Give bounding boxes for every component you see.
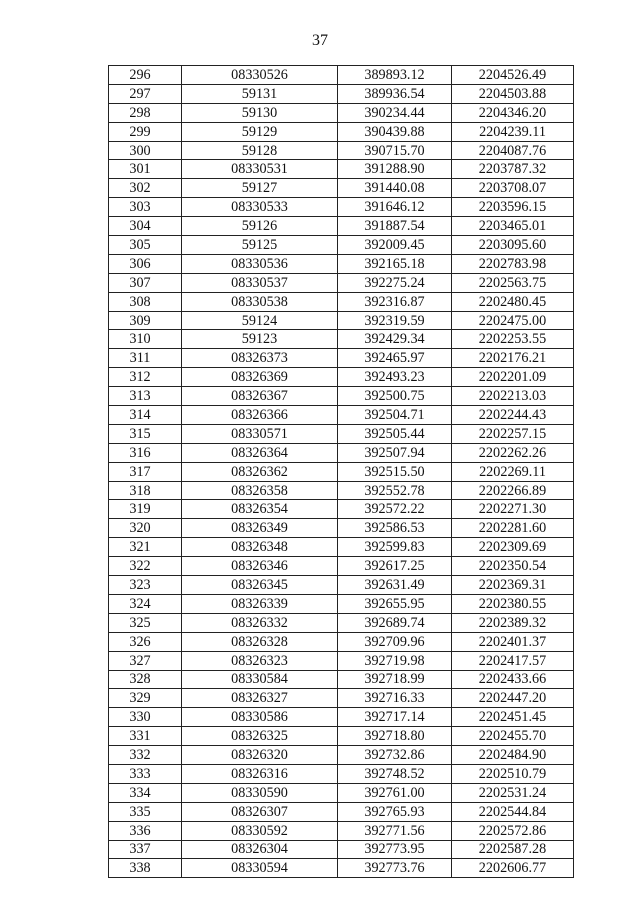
y-coordinate-cell: 2202484.90 — [452, 746, 574, 765]
point-id-cell: 08326320 — [182, 746, 338, 765]
x-coordinate-cell: 392617.25 — [338, 557, 452, 576]
point-id-cell: 08326369 — [182, 368, 338, 387]
point-number-cell: 330 — [109, 708, 182, 727]
point-number-cell: 315 — [109, 424, 182, 443]
x-coordinate-cell: 392716.33 — [338, 689, 452, 708]
point-number-cell: 325 — [109, 613, 182, 632]
y-coordinate-cell: 2203095.60 — [452, 236, 574, 255]
table-row — [109, 557, 574, 576]
table-row — [109, 632, 574, 651]
y-coordinate-cell: 2202451.45 — [452, 708, 574, 727]
point-id-cell: 08330592 — [182, 821, 338, 840]
x-coordinate-cell: 392429.34 — [338, 330, 452, 349]
point-number-cell: 316 — [109, 443, 182, 462]
table-row — [109, 424, 574, 443]
point-id-cell: 59131 — [182, 84, 338, 103]
table-row — [109, 443, 574, 462]
point-number-cell: 334 — [109, 783, 182, 802]
point-number-cell: 307 — [109, 273, 182, 292]
table-row — [109, 519, 574, 538]
x-coordinate-cell: 389936.54 — [338, 84, 452, 103]
table-row — [109, 802, 574, 821]
point-id-cell: 08326366 — [182, 406, 338, 425]
y-coordinate-cell: 2202417.57 — [452, 651, 574, 670]
x-coordinate-cell: 392599.83 — [338, 538, 452, 557]
point-number-cell: 323 — [109, 576, 182, 595]
point-number-cell: 297 — [109, 84, 182, 103]
point-id-cell: 08330594 — [182, 859, 338, 878]
point-number-cell: 301 — [109, 160, 182, 179]
x-coordinate-cell: 392507.94 — [338, 443, 452, 462]
table-row — [109, 198, 574, 217]
point-id-cell: 08326339 — [182, 594, 338, 613]
y-coordinate-cell: 2202455.70 — [452, 727, 574, 746]
x-coordinate-cell: 392773.95 — [338, 840, 452, 859]
x-coordinate-cell: 391887.54 — [338, 217, 452, 236]
point-number-cell: 319 — [109, 500, 182, 519]
x-coordinate-cell: 390715.70 — [338, 141, 452, 160]
point-id-cell: 08326316 — [182, 764, 338, 783]
point-id-cell: 08326364 — [182, 443, 338, 462]
x-coordinate-cell: 392761.00 — [338, 783, 452, 802]
point-number-cell: 320 — [109, 519, 182, 538]
table-row — [109, 311, 574, 330]
y-coordinate-cell: 2202309.69 — [452, 538, 574, 557]
point-number-cell: 335 — [109, 802, 182, 821]
table-row — [109, 727, 574, 746]
y-coordinate-cell: 2202281.60 — [452, 519, 574, 538]
point-id-cell: 08326354 — [182, 500, 338, 519]
y-coordinate-cell: 2204526.49 — [452, 66, 574, 85]
table-row — [109, 141, 574, 160]
y-coordinate-cell: 2202480.45 — [452, 292, 574, 311]
point-number-cell: 327 — [109, 651, 182, 670]
y-coordinate-cell: 2202606.77 — [452, 859, 574, 878]
table-row — [109, 217, 574, 236]
x-coordinate-cell: 392689.74 — [338, 613, 452, 632]
x-coordinate-cell: 392319.59 — [338, 311, 452, 330]
y-coordinate-cell: 2202244.43 — [452, 406, 574, 425]
y-coordinate-cell: 2204087.76 — [452, 141, 574, 160]
point-id-cell: 08326373 — [182, 349, 338, 368]
table-row — [109, 292, 574, 311]
point-id-cell: 59130 — [182, 103, 338, 122]
y-coordinate-cell: 2202447.20 — [452, 689, 574, 708]
table-row — [109, 179, 574, 198]
y-coordinate-cell: 2202783.98 — [452, 254, 574, 273]
point-number-cell: 296 — [109, 66, 182, 85]
y-coordinate-cell: 2202369.31 — [452, 576, 574, 595]
point-id-cell: 08330584 — [182, 670, 338, 689]
y-coordinate-cell: 2202262.26 — [452, 443, 574, 462]
y-coordinate-cell: 2203596.15 — [452, 198, 574, 217]
table-row — [109, 538, 574, 557]
point-id-cell: 59123 — [182, 330, 338, 349]
point-id-cell: 08330538 — [182, 292, 338, 311]
table-row — [109, 103, 574, 122]
x-coordinate-cell: 392631.49 — [338, 576, 452, 595]
y-coordinate-cell: 2202380.55 — [452, 594, 574, 613]
point-number-cell: 300 — [109, 141, 182, 160]
point-number-cell: 306 — [109, 254, 182, 273]
point-id-cell: 08326307 — [182, 802, 338, 821]
table-row — [109, 236, 574, 255]
x-coordinate-cell: 392275.24 — [338, 273, 452, 292]
point-id-cell: 59125 — [182, 236, 338, 255]
point-number-cell: 305 — [109, 236, 182, 255]
point-number-cell: 331 — [109, 727, 182, 746]
y-coordinate-cell: 2202389.32 — [452, 613, 574, 632]
table-row — [109, 500, 574, 519]
table-row — [109, 122, 574, 141]
point-id-cell: 08330536 — [182, 254, 338, 273]
y-coordinate-cell: 2202572.86 — [452, 821, 574, 840]
y-coordinate-cell: 2202271.30 — [452, 500, 574, 519]
point-number-cell: 337 — [109, 840, 182, 859]
x-coordinate-cell: 391646.12 — [338, 198, 452, 217]
point-number-cell: 336 — [109, 821, 182, 840]
table-row — [109, 859, 574, 878]
point-number-cell: 324 — [109, 594, 182, 613]
y-coordinate-cell: 2202433.66 — [452, 670, 574, 689]
x-coordinate-cell: 390439.88 — [338, 122, 452, 141]
point-number-cell: 326 — [109, 632, 182, 651]
point-number-cell: 310 — [109, 330, 182, 349]
point-id-cell: 08330537 — [182, 273, 338, 292]
coordinates-table — [108, 65, 574, 878]
point-number-cell: 308 — [109, 292, 182, 311]
x-coordinate-cell: 392009.45 — [338, 236, 452, 255]
point-id-cell: 08330590 — [182, 783, 338, 802]
point-id-cell: 08330571 — [182, 424, 338, 443]
x-coordinate-cell: 389893.12 — [338, 66, 452, 85]
y-coordinate-cell: 2202253.55 — [452, 330, 574, 349]
x-coordinate-cell: 391288.90 — [338, 160, 452, 179]
y-coordinate-cell: 2202563.75 — [452, 273, 574, 292]
point-id-cell: 08326323 — [182, 651, 338, 670]
point-number-cell: 309 — [109, 311, 182, 330]
point-id-cell: 08326346 — [182, 557, 338, 576]
x-coordinate-cell: 392493.23 — [338, 368, 452, 387]
point-id-cell: 59129 — [182, 122, 338, 141]
table-row — [109, 368, 574, 387]
x-coordinate-cell: 392771.56 — [338, 821, 452, 840]
point-number-cell: 303 — [109, 198, 182, 217]
x-coordinate-cell: 392717.14 — [338, 708, 452, 727]
y-coordinate-cell: 2202401.37 — [452, 632, 574, 651]
table-row — [109, 651, 574, 670]
table-row — [109, 764, 574, 783]
table-row — [109, 462, 574, 481]
point-id-cell: 08326358 — [182, 481, 338, 500]
table-row — [109, 349, 574, 368]
point-number-cell: 299 — [109, 122, 182, 141]
table-row — [109, 406, 574, 425]
table-row — [109, 160, 574, 179]
y-coordinate-cell: 2204346.20 — [452, 103, 574, 122]
y-coordinate-cell: 2202201.09 — [452, 368, 574, 387]
point-id-cell: 08330531 — [182, 160, 338, 179]
table-row — [109, 254, 574, 273]
x-coordinate-cell: 392655.95 — [338, 594, 452, 613]
point-number-cell: 329 — [109, 689, 182, 708]
y-coordinate-cell: 2203465.01 — [452, 217, 574, 236]
x-coordinate-cell: 392465.97 — [338, 349, 452, 368]
x-coordinate-cell: 392718.99 — [338, 670, 452, 689]
point-number-cell: 321 — [109, 538, 182, 557]
y-coordinate-cell: 2204503.88 — [452, 84, 574, 103]
y-coordinate-cell: 2202269.11 — [452, 462, 574, 481]
x-coordinate-cell: 392316.87 — [338, 292, 452, 311]
point-number-cell: 332 — [109, 746, 182, 765]
x-coordinate-cell: 392586.53 — [338, 519, 452, 538]
table-row — [109, 387, 574, 406]
point-number-cell: 298 — [109, 103, 182, 122]
table-row — [109, 689, 574, 708]
point-number-cell: 304 — [109, 217, 182, 236]
point-id-cell: 08326304 — [182, 840, 338, 859]
point-id-cell: 08326325 — [182, 727, 338, 746]
table-row — [109, 273, 574, 292]
table-row — [109, 84, 574, 103]
table-row — [109, 746, 574, 765]
point-id-cell: 08330586 — [182, 708, 338, 727]
point-id-cell: 08326367 — [182, 387, 338, 406]
x-coordinate-cell: 392748.52 — [338, 764, 452, 783]
x-coordinate-cell: 392552.78 — [338, 481, 452, 500]
y-coordinate-cell: 2203708.07 — [452, 179, 574, 198]
point-id-cell: 08326348 — [182, 538, 338, 557]
x-coordinate-cell: 392732.86 — [338, 746, 452, 765]
y-coordinate-cell: 2202587.28 — [452, 840, 574, 859]
point-id-cell: 59127 — [182, 179, 338, 198]
point-id-cell: 59128 — [182, 141, 338, 160]
x-coordinate-cell: 392773.76 — [338, 859, 452, 878]
point-number-cell: 302 — [109, 179, 182, 198]
y-coordinate-cell: 2203787.32 — [452, 160, 574, 179]
point-number-cell: 328 — [109, 670, 182, 689]
point-number-cell: 338 — [109, 859, 182, 878]
x-coordinate-cell: 392500.75 — [338, 387, 452, 406]
x-coordinate-cell: 392505.44 — [338, 424, 452, 443]
x-coordinate-cell: 392765.93 — [338, 802, 452, 821]
point-number-cell: 333 — [109, 764, 182, 783]
table-row — [109, 66, 574, 85]
table-row — [109, 708, 574, 727]
table-row — [109, 840, 574, 859]
point-id-cell: 08330533 — [182, 198, 338, 217]
x-coordinate-cell: 392709.96 — [338, 632, 452, 651]
point-number-cell: 311 — [109, 349, 182, 368]
x-coordinate-cell: 392719.98 — [338, 651, 452, 670]
point-id-cell: 59126 — [182, 217, 338, 236]
y-coordinate-cell: 2202510.79 — [452, 764, 574, 783]
page-number: 37 — [312, 32, 328, 49]
table-row — [109, 330, 574, 349]
table-row — [109, 576, 574, 595]
y-coordinate-cell: 2202257.15 — [452, 424, 574, 443]
point-id-cell: 08326332 — [182, 613, 338, 632]
table-row — [109, 670, 574, 689]
point-id-cell: 59124 — [182, 311, 338, 330]
point-id-cell: 08330526 — [182, 66, 338, 85]
point-number-cell: 313 — [109, 387, 182, 406]
y-coordinate-cell: 2202475.00 — [452, 311, 574, 330]
point-number-cell: 312 — [109, 368, 182, 387]
x-coordinate-cell: 392718.80 — [338, 727, 452, 746]
point-id-cell: 08326349 — [182, 519, 338, 538]
y-coordinate-cell: 2202544.84 — [452, 802, 574, 821]
point-id-cell: 08326362 — [182, 462, 338, 481]
point-id-cell: 08326328 — [182, 632, 338, 651]
y-coordinate-cell: 2204239.11 — [452, 122, 574, 141]
point-number-cell: 318 — [109, 481, 182, 500]
table-row — [109, 821, 574, 840]
y-coordinate-cell: 2202176.21 — [452, 349, 574, 368]
point-id-cell: 08326345 — [182, 576, 338, 595]
y-coordinate-cell: 2202531.24 — [452, 783, 574, 802]
x-coordinate-cell: 392165.18 — [338, 254, 452, 273]
y-coordinate-cell: 2202266.89 — [452, 481, 574, 500]
x-coordinate-cell: 391440.08 — [338, 179, 452, 198]
point-number-cell: 317 — [109, 462, 182, 481]
table-row — [109, 783, 574, 802]
table-row — [109, 613, 574, 632]
point-number-cell: 314 — [109, 406, 182, 425]
x-coordinate-cell: 392515.50 — [338, 462, 452, 481]
x-coordinate-cell: 392504.71 — [338, 406, 452, 425]
x-coordinate-cell: 392572.22 — [338, 500, 452, 519]
table-body — [109, 66, 574, 878]
table-row — [109, 481, 574, 500]
y-coordinate-cell: 2202213.03 — [452, 387, 574, 406]
x-coordinate-cell: 390234.44 — [338, 103, 452, 122]
table-row — [109, 594, 574, 613]
y-coordinate-cell: 2202350.54 — [452, 557, 574, 576]
point-number-cell: 322 — [109, 557, 182, 576]
point-id-cell: 08326327 — [182, 689, 338, 708]
